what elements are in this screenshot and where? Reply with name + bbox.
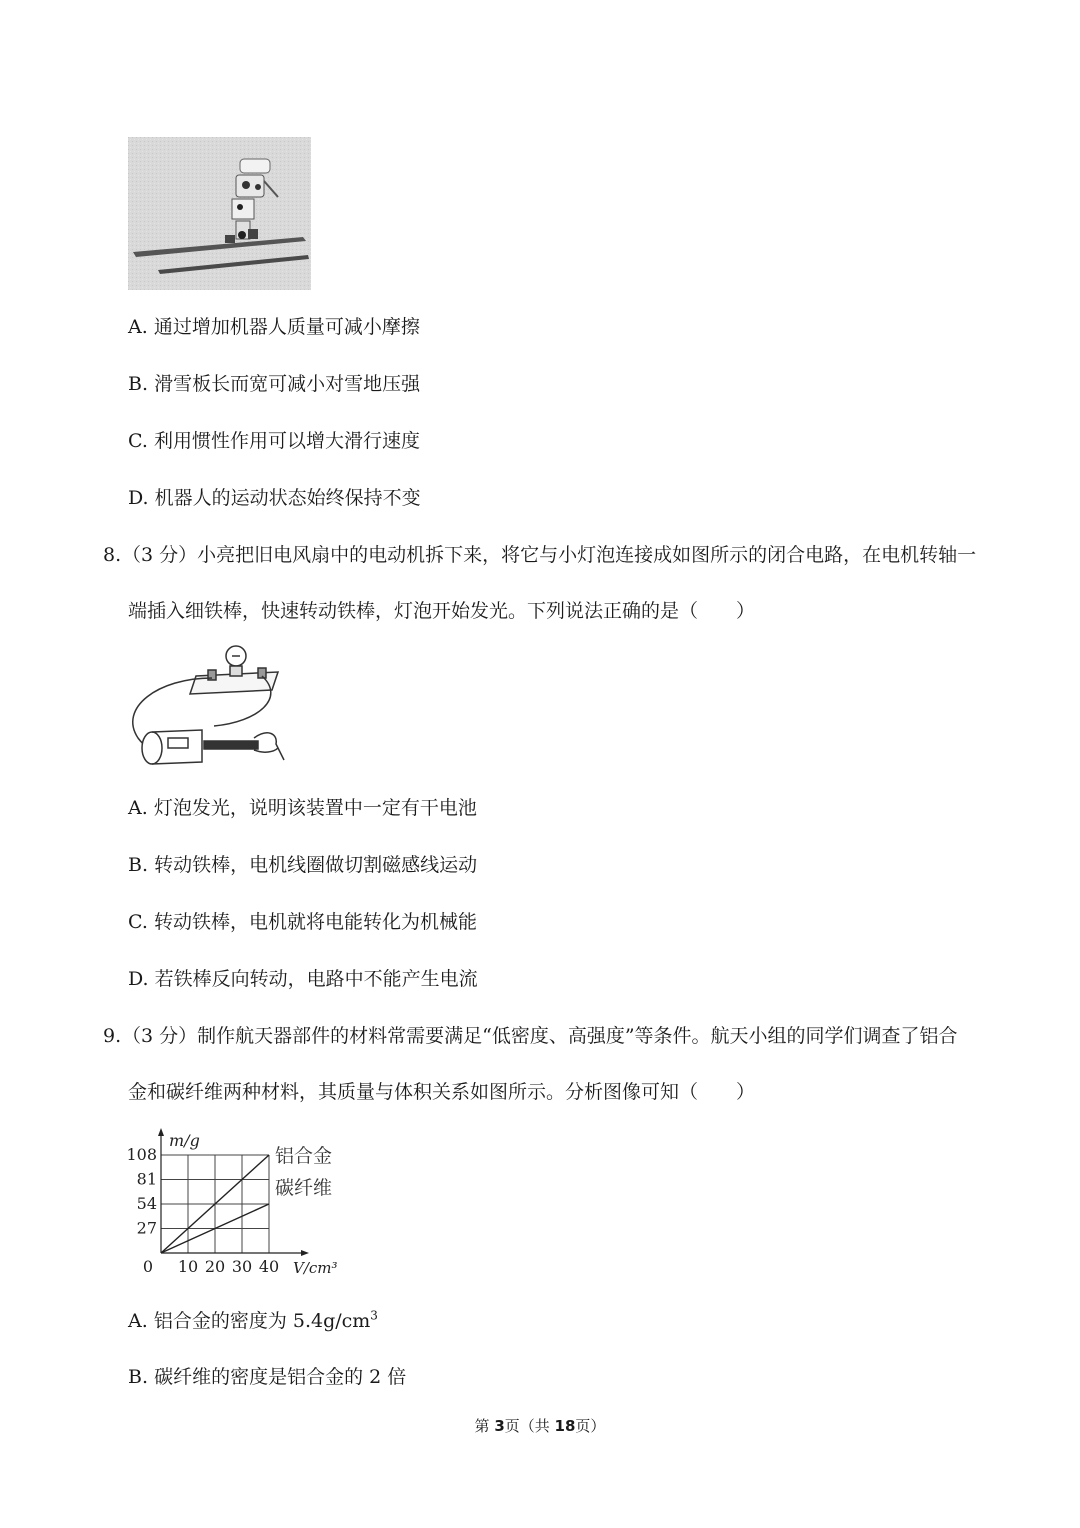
ski-robot-image (128, 137, 311, 290)
mass-volume-chart (128, 1128, 343, 1280)
x-tick-label: 30 (231, 1257, 253, 1276)
y-tick-label: 27 (136, 1218, 157, 1238)
q8-text-line2: 端插入细铁棒，快速转动铁棒，灯泡开始发光。下列说法正确的是（ ） (128, 600, 756, 622)
y-tick-label: 108 (128, 1145, 157, 1164)
motor-bulb-circuit-figure (128, 638, 288, 774)
x-tick-label: 20 (204, 1257, 226, 1276)
q9-option-b: B. 碳纤维的密度是铝合金的 2 倍 (128, 1366, 407, 1388)
page-number: 3 (494, 1417, 505, 1435)
x-tick-label: 0 (142, 1257, 154, 1276)
y-axis-label: m/g (169, 1131, 200, 1150)
q8-option-a: A. 灯泡发光，说明该装置中一定有干电池 (128, 797, 477, 819)
q8-option-d: D. 若铁棒反向转动，电路中不能产生电流 (128, 968, 478, 990)
page-footer: 第 3页（共 18页） (474, 1417, 606, 1435)
superscript: 3 (370, 1308, 378, 1323)
q9-text-line1: （3 分）制作航天器部件的材料常需要满足“低密度、高强度”等条件。航天小组的同学们调查了铝合 (122, 1025, 958, 1047)
q8-text-line1: （3 分）小亮把旧电风扇中的电动机拆下来，将它与小灯泡连接成如图所示的闭合电路，在电机转轴一 (122, 544, 977, 566)
q9-text-line2: 金和碳纤维两种材料，其质量与体积关系如图所示。分析图像可知（ ） (128, 1081, 756, 1103)
x-tick-label: 10 (177, 1257, 199, 1276)
series-label: 铝合金 (275, 1145, 333, 1167)
x-tick-label: 40 (258, 1257, 280, 1276)
q8-option-c: C. 转动铁棒，电机就将电能转化为机械能 (128, 911, 477, 933)
q7-option-b: B. 滑雪板长而宽可减小对雪地压强 (128, 373, 421, 395)
total-pages: 18 (554, 1417, 576, 1435)
q7-option-c: C. 利用惯性作用可以增大滑行速度 (128, 430, 420, 452)
q9-option-a: A. 铝合金的密度为 $5.4g/cm^3$ (128, 1308, 378, 1332)
q8-option-b: B. 转动铁棒，电机线圈做切割磁感线运动 (128, 854, 478, 876)
q9-number: 9. (103, 1025, 122, 1047)
y-tick-label: 54 (136, 1194, 157, 1213)
y-axis-arrow (158, 1128, 164, 1136)
q7-option-d: D. 机器人的运动状态始终保持不变 (128, 487, 421, 509)
chart-svg (128, 1128, 343, 1280)
x-axis-label: V/cm³ (293, 1259, 338, 1277)
q8-number: 8. (103, 544, 122, 566)
series-label: 碳纤维 (275, 1177, 333, 1199)
x-axis-arrow (301, 1250, 309, 1256)
y-tick-label: 81 (136, 1169, 157, 1189)
q7-option-a: A. 通过增加机器人质量可减小摩擦 (128, 316, 420, 338)
